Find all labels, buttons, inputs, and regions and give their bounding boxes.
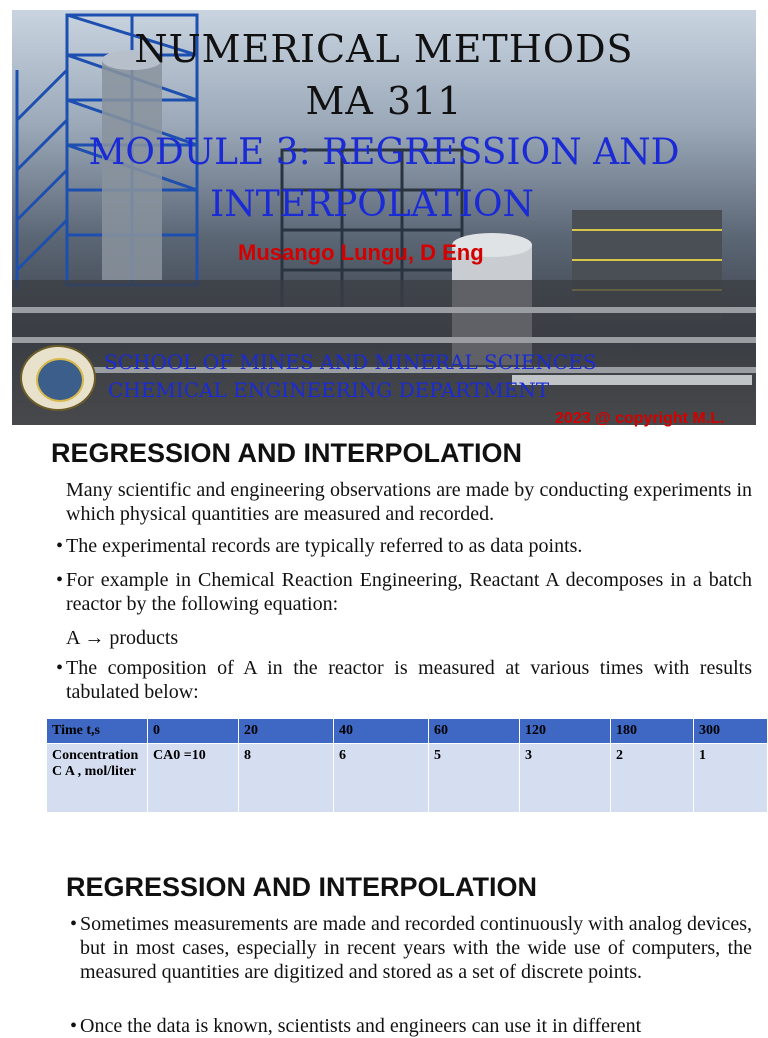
bullet-composition: [56, 656, 752, 704]
copyright-notice: 2023 @ copyright M.L.: [555, 410, 725, 427]
content-slide: [0, 432, 768, 1037]
module-title-line1: MODULE 3: REGRESSION AND: [88, 132, 680, 173]
bullet-analog-devices: [70, 912, 753, 984]
module-title-line2: INTERPOLATION: [209, 184, 535, 225]
table-header-cell: 180: [611, 719, 694, 744]
table-header-cell: 60: [429, 719, 520, 744]
table-cell: 3: [520, 744, 611, 813]
table-cell: 8: [239, 744, 334, 813]
table-header-cell: 0: [148, 719, 239, 744]
slide3-heading: REGRESSION AND INTERPOLATION: [66, 872, 538, 902]
bullet-dot-icon: •: [56, 657, 64, 679]
bullet-text: The experimental records are typically referred to as data points.: [66, 535, 583, 557]
bullet-data-known-partial: [70, 1014, 752, 1038]
concentration-table: [46, 718, 768, 813]
table-header-cell: 40: [334, 719, 429, 744]
course-code: MA 311: [305, 79, 463, 123]
department-name: CHEMICAL ENGINEERING DEPARTMENT: [108, 378, 550, 402]
table-header-cell: Time t,s: [47, 719, 148, 744]
bullet-dot-icon: •: [56, 569, 64, 591]
bullet-data-points: [56, 534, 752, 558]
table-header-row: [47, 719, 768, 744]
table-cell: 6: [334, 744, 429, 813]
reaction-equation: A → products: [66, 627, 179, 649]
course-title: NUMERICAL METHODS: [134, 27, 634, 71]
author-name: Musango Lungu, D Eng: [238, 240, 484, 265]
school-logo: [20, 345, 96, 411]
intro-paragraph: Many scientific and engineering observations are made by conducting experiments in which physical quantities are measured and recorded.: [66, 479, 752, 525]
table-cell: 1: [694, 744, 768, 813]
school-name: SCHOOL OF MINES AND MINERAL SCIENCES: [104, 350, 597, 374]
table-header-cell: 20: [239, 719, 334, 744]
bullet-text: Sometimes measurements are made and recorded continuously with analog devices, but in most cases, especially in recent years with the wide use of computers, the measured quantities are digitized and stored as a set of discrete points.: [80, 913, 753, 983]
bullet-text: For example in Chemical Reaction Engineering, Reactant A decomposes in a batch reactor by the following equation:: [66, 569, 752, 615]
cover-slide: [0, 0, 768, 432]
table-row: [47, 744, 768, 813]
bullet-dot-icon: •: [56, 535, 64, 557]
bullet-text: Once the data is known, scientists and engineers can use it in different: [80, 1015, 642, 1037]
bullet-text: The composition of A in the reactor is measured at various times with results tabulated below:: [66, 657, 752, 703]
table-row-label: Concentration C A , mol/liter: [47, 744, 148, 813]
table-header-cell: 300: [694, 719, 768, 744]
table-cell: 5: [429, 744, 520, 813]
bullet-dot-icon: •: [70, 1015, 78, 1037]
slide-heading: REGRESSION AND INTERPOLATION: [51, 438, 523, 468]
table-cell: CA0 =10: [148, 744, 239, 813]
bullet-dot-icon: •: [70, 913, 78, 935]
table-cell: 2: [611, 744, 694, 813]
bullet-example: [56, 568, 752, 616]
table-header-cell: 120: [520, 719, 611, 744]
